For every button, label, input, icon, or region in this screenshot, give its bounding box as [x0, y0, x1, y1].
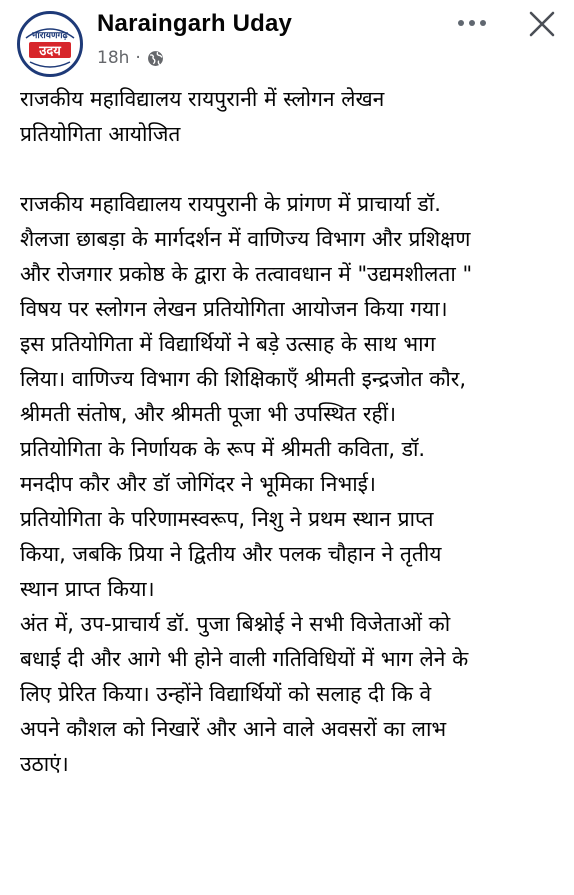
- page-avatar[interactable]: [17, 11, 83, 77]
- post-body-line: अंत में, उप-प्राचार्य डॉ. पुजा बिश्नोई ने सभी विजेताओं को: [20, 612, 451, 636]
- svg-text:नारायणगढ़: नारायणगढ़: [32, 31, 68, 41]
- post-body-line: अपने कौशल को निखारें और आने वाले अवसरों का लाभ: [20, 717, 447, 741]
- post-body-line: बधाई दी और आगे भी होने वाली गतिविधियों में भाग लेने के: [20, 647, 469, 671]
- svg-text:उदय: उदय: [39, 44, 61, 59]
- page-name-link[interactable]: Naraingarh Uday: [97, 10, 293, 37]
- more-options-icon[interactable]: [450, 10, 494, 36]
- post-body-line: मनदीप कौर और डॉ जोगिंदर ने भूमिका निभाई।: [20, 472, 376, 496]
- post-timestamp[interactable]: 18h: [97, 48, 130, 68]
- post-body-line: लिया। वाणिज्य विभाग की शिक्षिकाएँ श्रीमती इन्द्रजोत कौर,: [20, 367, 467, 391]
- post-body-line: लिए प्रेरित किया। उन्होंने विद्यार्थियों को सलाह दी कि वे: [20, 682, 432, 706]
- post-body-line: इस प्रतियोगिता में विद्यार्थियों ने बड़े उत्साह के साथ भाग: [20, 332, 436, 356]
- meta-separator: ·: [135, 48, 141, 68]
- post-body-line: स्थान प्राप्त किया।: [20, 577, 155, 601]
- post-body-line: शैलजा छाबड़ा के मार्गदर्शन में वाणिज्य विभाग और प्रशिक्षण: [20, 227, 471, 251]
- post-body-line: श्रीमती संतोष, और श्रीमती पूजा भी उपस्थित रहीं।: [20, 402, 397, 426]
- post-body-line: प्रतियोगिता के निर्णायक के रूप में श्रीमती कविता, डॉ.: [20, 437, 426, 461]
- post-body-line: प्रतियोगिता के परिणामस्वरूप, निशु ने प्रथम स्थान प्राप्त: [20, 507, 434, 531]
- post-title-line: राजकीय महाविद्यालय रायपुरानी में स्लोगन लेखन: [20, 87, 385, 111]
- close-icon[interactable]: [524, 6, 560, 42]
- post-body-line: राजकीय महाविद्यालय रायपुरानी के प्रांगण में प्राचार्या डॉ.: [20, 192, 441, 216]
- globe-icon[interactable]: [147, 50, 164, 67]
- post-title-line: प्रतियोगिता आयोजित: [20, 122, 181, 146]
- post-header: [0, 0, 574, 80]
- post-meta: [97, 48, 164, 68]
- post-text: [20, 82, 560, 782]
- post-body-line: और रोजगार प्रकोष्ठ के द्वारा के तत्वावधान में "उद्यमशीलता ": [20, 262, 473, 286]
- post-body-line: उठाएं।: [20, 752, 69, 776]
- post-body-line: विषय पर स्लोगन लेखन प्रतियोगिता आयोजन किया गया।: [20, 297, 448, 321]
- post-body-line: किया, जबकि प्रिया ने द्वितीय और पलक चौहान ने तृतीय: [20, 542, 442, 566]
- naraingarh-uday-logo: [20, 14, 80, 74]
